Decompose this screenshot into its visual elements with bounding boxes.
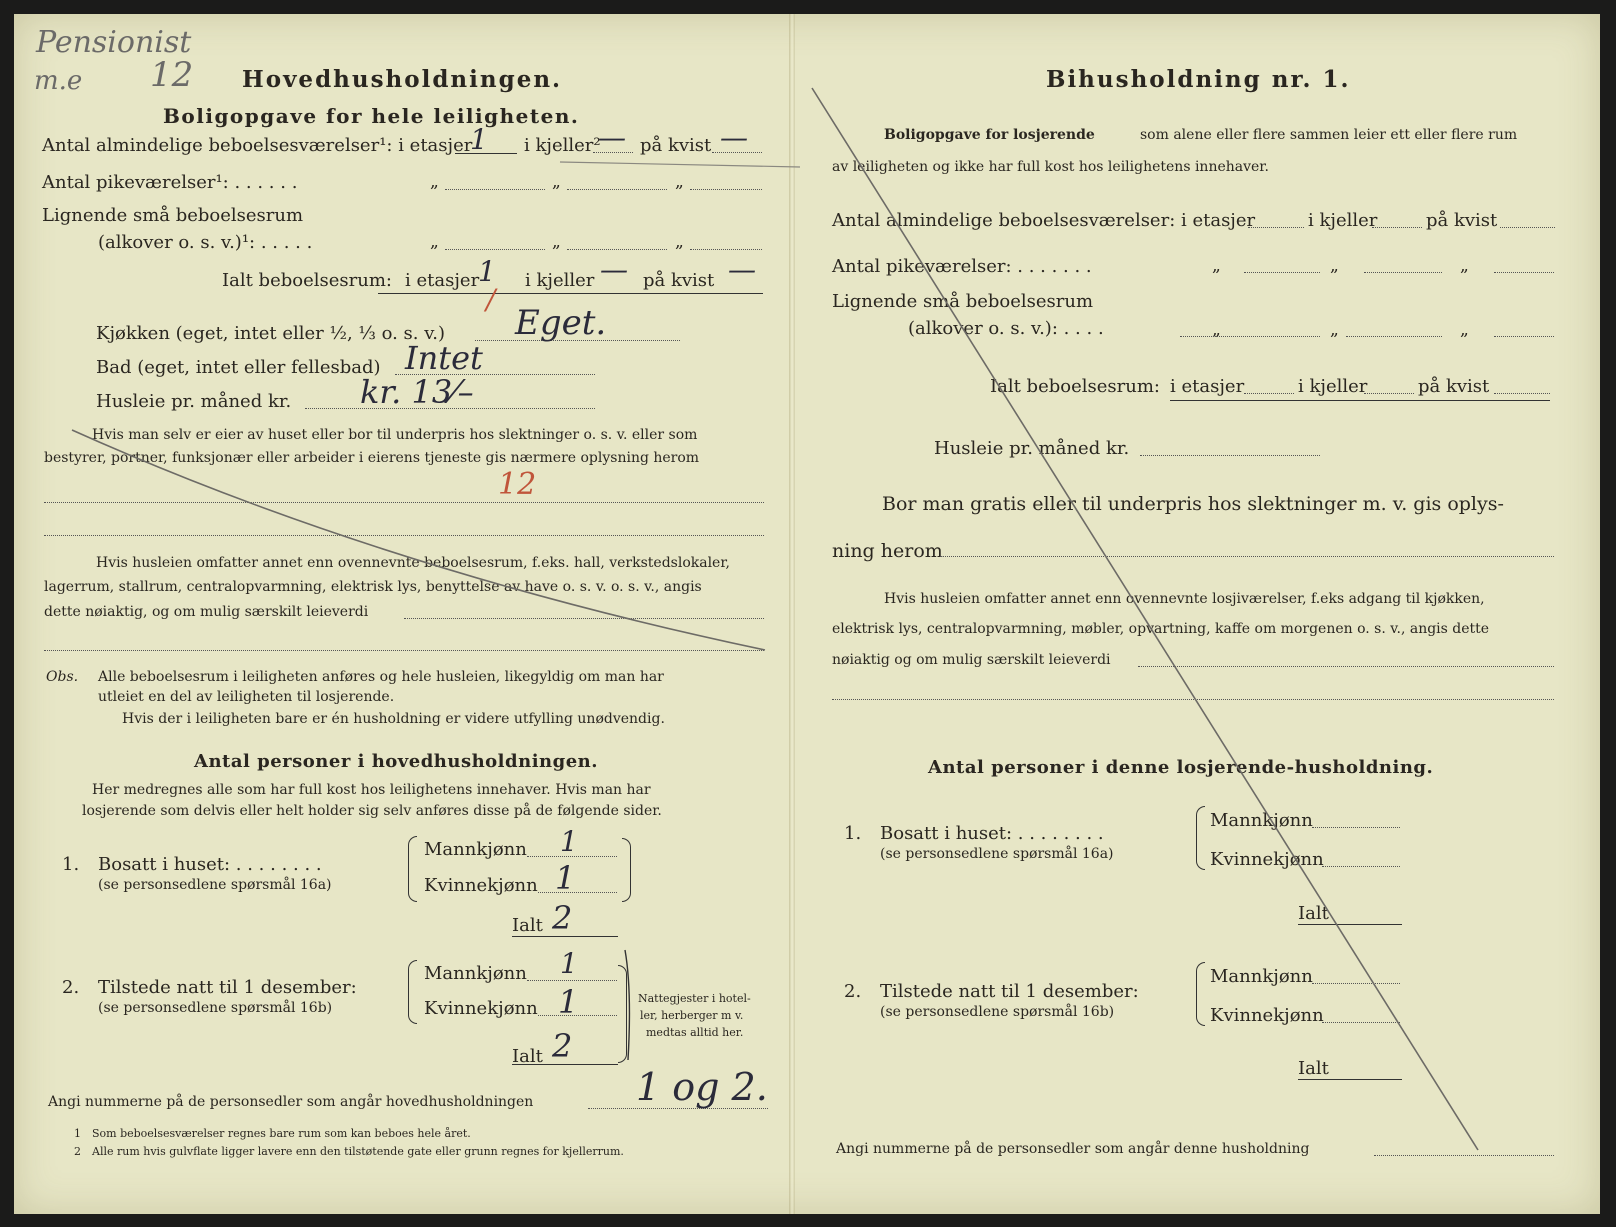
ditto-mark: „ [1212,320,1221,340]
q1-total-label: Ialt [512,915,543,936]
right-pike-label: Antal pikeværelser: . . . . . . . [832,256,1092,277]
ialt-etasjer-label: i etasjer [405,270,480,291]
owner-note-line2: bestyrer, portner, funksjonær eller arbeider i eierens tjeneste gis nærmere oplysning herom [44,450,700,466]
q1-male-value: 1 [560,825,578,858]
right-rooms-kjeller-label: i kjeller [1308,210,1378,231]
ditto-mark: „ [430,232,439,252]
q2-female-value: 1 [558,983,579,1021]
q1-label: Bosatt i huset: . . . . . . . . [98,854,322,875]
small-rooms-sublabel: (alkover o. s. v.)¹: . . . . . [98,232,313,253]
ialt-etasjer-value: 1 [478,255,496,288]
pencil-note-occupation: Pensionist [36,25,192,60]
q1-sublabel: (se personsedlene spørsmål 16a) [98,877,332,893]
lodger-desc-line2: av leiligheten og ikke har full kost hos leilighetens innehaver. [832,159,1269,175]
gratis-line1: Bor man gratis eller til underpris hos slektninger m. v. gis oplys- [882,493,1504,515]
hotel-note-line3: medtas alltid her. [646,1026,744,1039]
footnote-2-number: 2 [74,1145,81,1158]
extra-note-line3: dette nøiaktig, og om mulig særskilt leieverdi [44,604,369,620]
ialt-kvist-label: på kvist [643,270,715,291]
ditto-mark: „ [675,232,684,252]
right-rent-label: Husleie pr. måned kr. [934,438,1130,459]
right-small-rooms-sublabel: (alkover o. s. v.): . . . . [908,318,1104,339]
lodger-desc-line1: som alene eller flere sammen leier ett eller flere rum [1140,127,1518,143]
q2-sublabel: (se personsedlene spørsmål 16b) [98,1000,333,1016]
ditto-mark: „ [1212,256,1221,276]
pike-label: Antal pikeværelser¹: . . . . . . [42,172,298,193]
right-q2-sublabel: (se personsedlene spørsmål 16b) [880,1004,1115,1020]
right-q1-total-label: Ialt [1298,903,1329,924]
q2-total-value: 2 [552,1027,573,1065]
hotel-note-line2: ler, herberger m v. [640,1009,744,1022]
right-q2-label: Tilstede natt til 1 desember: [880,981,1139,1002]
hotel-note-line1: Nattegjester i hotel- [638,992,751,1005]
right-ialt-kvist-label: på kvist [1418,376,1490,397]
right-q2-total-label: Ialt [1298,1058,1329,1079]
right-title: Bihusholdning nr. 1. [1046,66,1351,93]
ialt-rooms-label: Ialt beboelsesrum: [222,270,392,291]
pencil-note-me: m.e [34,66,83,96]
q2-female-label: Kvinnekjønn [424,998,538,1019]
rooms-kvist-value: — [720,121,748,154]
q2-male-value: 1 [560,947,578,980]
right-ialt-etasjer-label: i etasjer [1170,376,1245,397]
ditto-mark: „ [552,232,561,252]
extra-note-line2: lagerrum, stallrum, centralopvarmning, elektrisk lys, benyttelse av have o. s. v. o. s. v., angis [44,579,702,595]
left-strike-line [72,427,765,650]
ialt-kvist-value: — [728,253,756,286]
q2-number: 2. [62,977,80,998]
right-extra-note-line3: nøiaktig og om mulig særskilt leieverdi [832,652,1111,668]
rooms-label: Antal almindelige beboelsesværelser¹: i etasjer [42,135,473,156]
ditto-mark: „ [552,172,561,192]
right-q1-male-label: Mannkjønn [1210,810,1313,831]
ditto-mark: „ [1460,320,1469,340]
extra-note-line1: Hvis husleien omfatter annet enn ovennevnte beboelsesrum, f.eks. hall, verkstedslokaler, [96,555,730,571]
rooms-etasjer-value: 1 [470,123,488,156]
q1-female-value: 1 [555,859,576,897]
right-rooms-label: Antal almindelige beboelsesværelser: i etasjer [832,210,1256,231]
q1-number: 1. [62,854,80,875]
ialt-kjeller-label: i kjeller [525,270,595,291]
right-q2-male-label: Mannkjønn [1210,966,1313,987]
lodger-heading: Boligopgave for losjerende [884,127,1095,143]
obs-line3: Hvis der i leiligheten bare er én husholdning er videre utfylling unødvendig. [122,711,665,727]
pencil-note-number: 12 [150,55,194,95]
persons-note-line2: losjerende som delvis eller helt holder sig selv anføres disse på de følgende sider. [82,803,662,819]
left-title: Hovedhusholdningen. [242,66,563,93]
numbers-value: 1 og 2. [636,1065,768,1109]
q1-bracket-pencil [625,950,629,1060]
ialt-kjeller-value: — [600,253,628,286]
persons-note-line1: Her medregnes alle som har full kost hos leilighetens innehaver. Hvis man har [92,782,651,798]
right-q2-number: 2. [844,981,862,1002]
q1-male-label: Mannkjønn [424,839,527,860]
obs-line2: utleiet en del av leiligheten til losjerende. [98,689,395,705]
obs-line1: Alle beboelsesrum i leiligheten anføres og hele husleien, likegyldig om man har [98,669,664,685]
ditto-mark: „ [1460,256,1469,276]
pencil-extension-line [560,162,800,167]
right-rooms-kvist-label: på kvist [1426,210,1498,231]
footnote-1-number: 1 [74,1127,81,1140]
q2-label: Tilstede natt til 1 desember: [98,977,357,998]
q2-total-label: Ialt [512,1046,543,1067]
footnote-1: Som beboelsesværelser regnes bare rum som kan beboes hele året. [92,1127,471,1140]
ditto-mark: „ [1330,256,1339,276]
left-persons-title: Antal personer i hovedhusholdningen. [194,751,599,772]
ditto-mark: „ [1330,320,1339,340]
right-q2-female-label: Kvinnekjønn [1210,1005,1324,1026]
q2-male-label: Mannkjønn [424,963,527,984]
q1-total-value: 2 [552,899,573,937]
right-small-rooms-label: Lignende små beboelsesrum [832,291,1094,312]
right-q1-label: Bosatt i huset: . . . . . . . . [880,823,1104,844]
gratis-line2: ning herom [832,540,943,562]
bath-value: Intet [405,339,483,377]
kitchen-value: Eget. [515,303,607,343]
right-persons-title: Antal personer i denne losjerende-husholdning. [928,757,1434,778]
right-ialt-kjeller-label: i kjeller [1298,376,1368,397]
q1-female-label: Kvinnekjønn [424,875,538,896]
rent-value: kr. 13⁄– [360,373,474,411]
right-extra-note-line1: Hvis husleien omfatter annet enn ovennevnte losjiværelser, f.eks adgang til kjøkken, [884,591,1485,607]
right-numbers-label: Angi nummerne på de personsedler som angår denne husholdning [836,1141,1310,1157]
right-ialt-label: Ialt beboelsesrum: [990,376,1160,397]
rooms-kjeller-label: i kjeller² [524,135,601,156]
rooms-kvist-label: på kvist [640,135,712,156]
ditto-mark: „ [430,172,439,192]
ditto-mark: „ [675,172,684,192]
owner-note-line1: Hvis man selv er eier av huset eller bor til underpris hos slektninger o. s. v. eller som [92,427,698,443]
footnote-2: Alle rum hvis gulvflate ligger lavere enn den tilstøtende gate eller grunn regnes for kjellerrum. [92,1145,624,1158]
rooms-kjeller-value: — [598,121,626,154]
kitchen-label: Kjøkken (eget, intet eller ½, ⅓ o. s. v.) [96,323,445,344]
rent-label: Husleie pr. måned kr. [96,391,292,412]
red-mark-slash: / [486,283,496,316]
left-subtitle: Boligopgave for hele leiligheten. [163,104,580,128]
bath-label: Bad (eget, intet eller fellesbad) [96,357,381,378]
small-rooms-label: Lignende små beboelsesrum [42,205,304,226]
right-extra-note-line2: elektrisk lys, centralopvarmning, møbler, opvartning, kaffe om morgenen o. s. v., angis dette [832,621,1490,637]
right-strike-line [812,88,1478,1150]
right-q1-number: 1. [844,823,862,844]
numbers-label: Angi nummerne på de personsedler som angår hovedhusholdningen [48,1094,534,1110]
red-mark: 12 [498,467,537,502]
right-q1-sublabel: (se personsedlene spørsmål 16a) [880,846,1114,862]
right-q1-female-label: Kvinnekjønn [1210,849,1324,870]
obs-label: Obs. [46,669,79,685]
